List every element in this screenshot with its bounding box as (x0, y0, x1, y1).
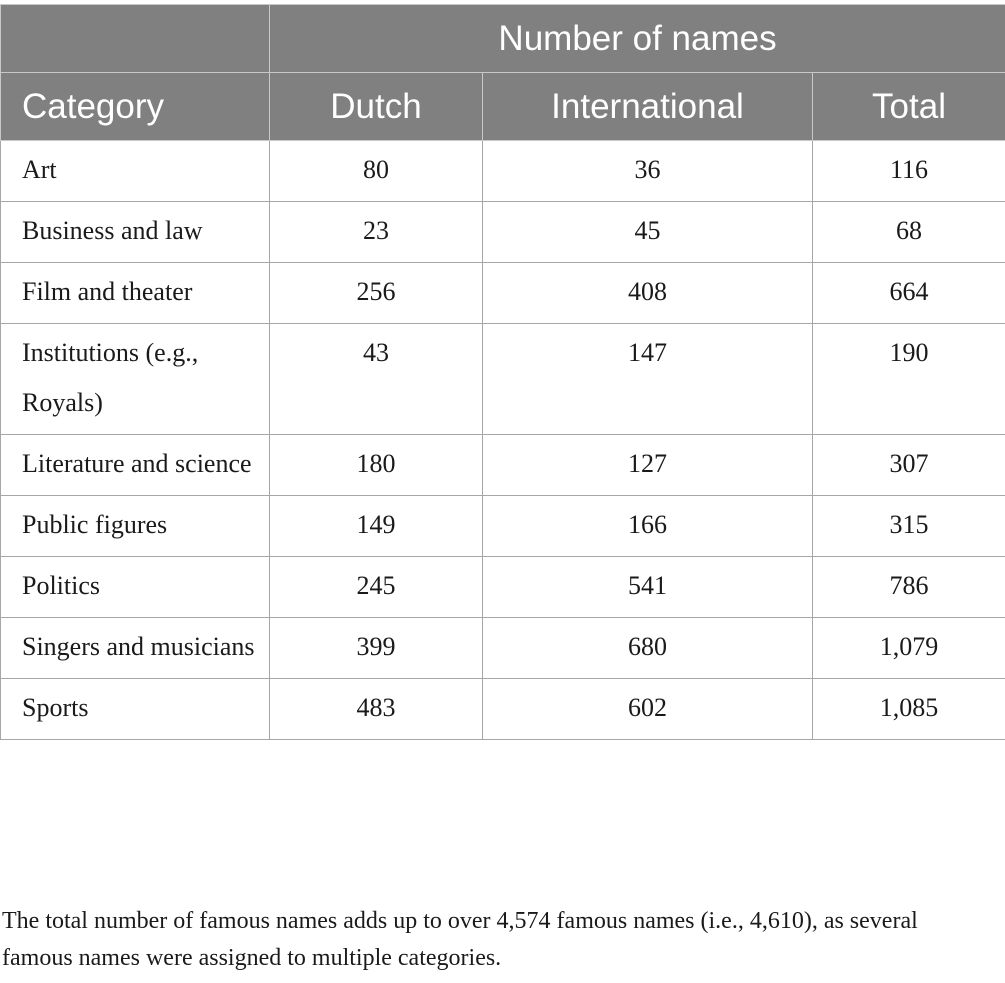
international-cell: 45 (483, 202, 813, 263)
table-row (1, 618, 1005, 679)
dutch-cell: 483 (270, 679, 483, 740)
total-cell: 190 (813, 324, 1005, 435)
table-row (1, 324, 1005, 435)
dutch-cell: 43 (270, 324, 483, 435)
category-cell: Politics (1, 557, 270, 618)
total-column-header: Total (813, 73, 1005, 141)
dutch-cell: 149 (270, 496, 483, 557)
category-cell: Sports (1, 679, 270, 740)
dutch-cell: 245 (270, 557, 483, 618)
famous-names-table (0, 4, 1005, 740)
table-row (1, 263, 1005, 324)
international-cell: 166 (483, 496, 813, 557)
category-cell: Public figures (1, 496, 270, 557)
international-column-header: International (483, 73, 813, 141)
number-of-names-header: Number of names (270, 5, 1005, 73)
international-cell: 602 (483, 679, 813, 740)
international-cell: 127 (483, 435, 813, 496)
international-cell: 147 (483, 324, 813, 435)
table-row (1, 496, 1005, 557)
total-cell: 315 (813, 496, 1005, 557)
dutch-column-header: Dutch (270, 73, 483, 141)
category-cell: Business and law (1, 202, 270, 263)
table-row (1, 141, 1005, 202)
category-cell: Literature and science (1, 435, 270, 496)
category-cell: Art (1, 141, 270, 202)
international-cell: 36 (483, 141, 813, 202)
header-blank-cell (1, 5, 270, 73)
table-row (1, 202, 1005, 263)
table-footnote: The total number of famous names adds up to over 4,574 famous names (i.e., 4,610), as several famous names were assigned to multiple categories. (2, 908, 918, 971)
dutch-cell: 180 (270, 435, 483, 496)
total-cell: 68 (813, 202, 1005, 263)
dutch-cell: 399 (270, 618, 483, 679)
category-cell: Film and theater (1, 263, 270, 324)
total-cell: 116 (813, 141, 1005, 202)
total-cell: 664 (813, 263, 1005, 324)
dutch-cell: 23 (270, 202, 483, 263)
total-cell: 1,085 (813, 679, 1005, 740)
dutch-cell: 80 (270, 141, 483, 202)
total-cell: 1,079 (813, 618, 1005, 679)
category-cell: Institutions (e.g., Royals) (1, 324, 270, 435)
total-cell: 307 (813, 435, 1005, 496)
group-header-row (1, 5, 1005, 73)
table-row (1, 679, 1005, 740)
table-row (1, 435, 1005, 496)
international-cell: 541 (483, 557, 813, 618)
table-row (1, 557, 1005, 618)
international-cell: 408 (483, 263, 813, 324)
total-cell: 786 (813, 557, 1005, 618)
international-cell: 680 (483, 618, 813, 679)
category-column-header: Category (1, 73, 270, 141)
category-cell: Singers and musicians (1, 618, 270, 679)
column-header-row (1, 73, 1005, 141)
dutch-cell: 256 (270, 263, 483, 324)
